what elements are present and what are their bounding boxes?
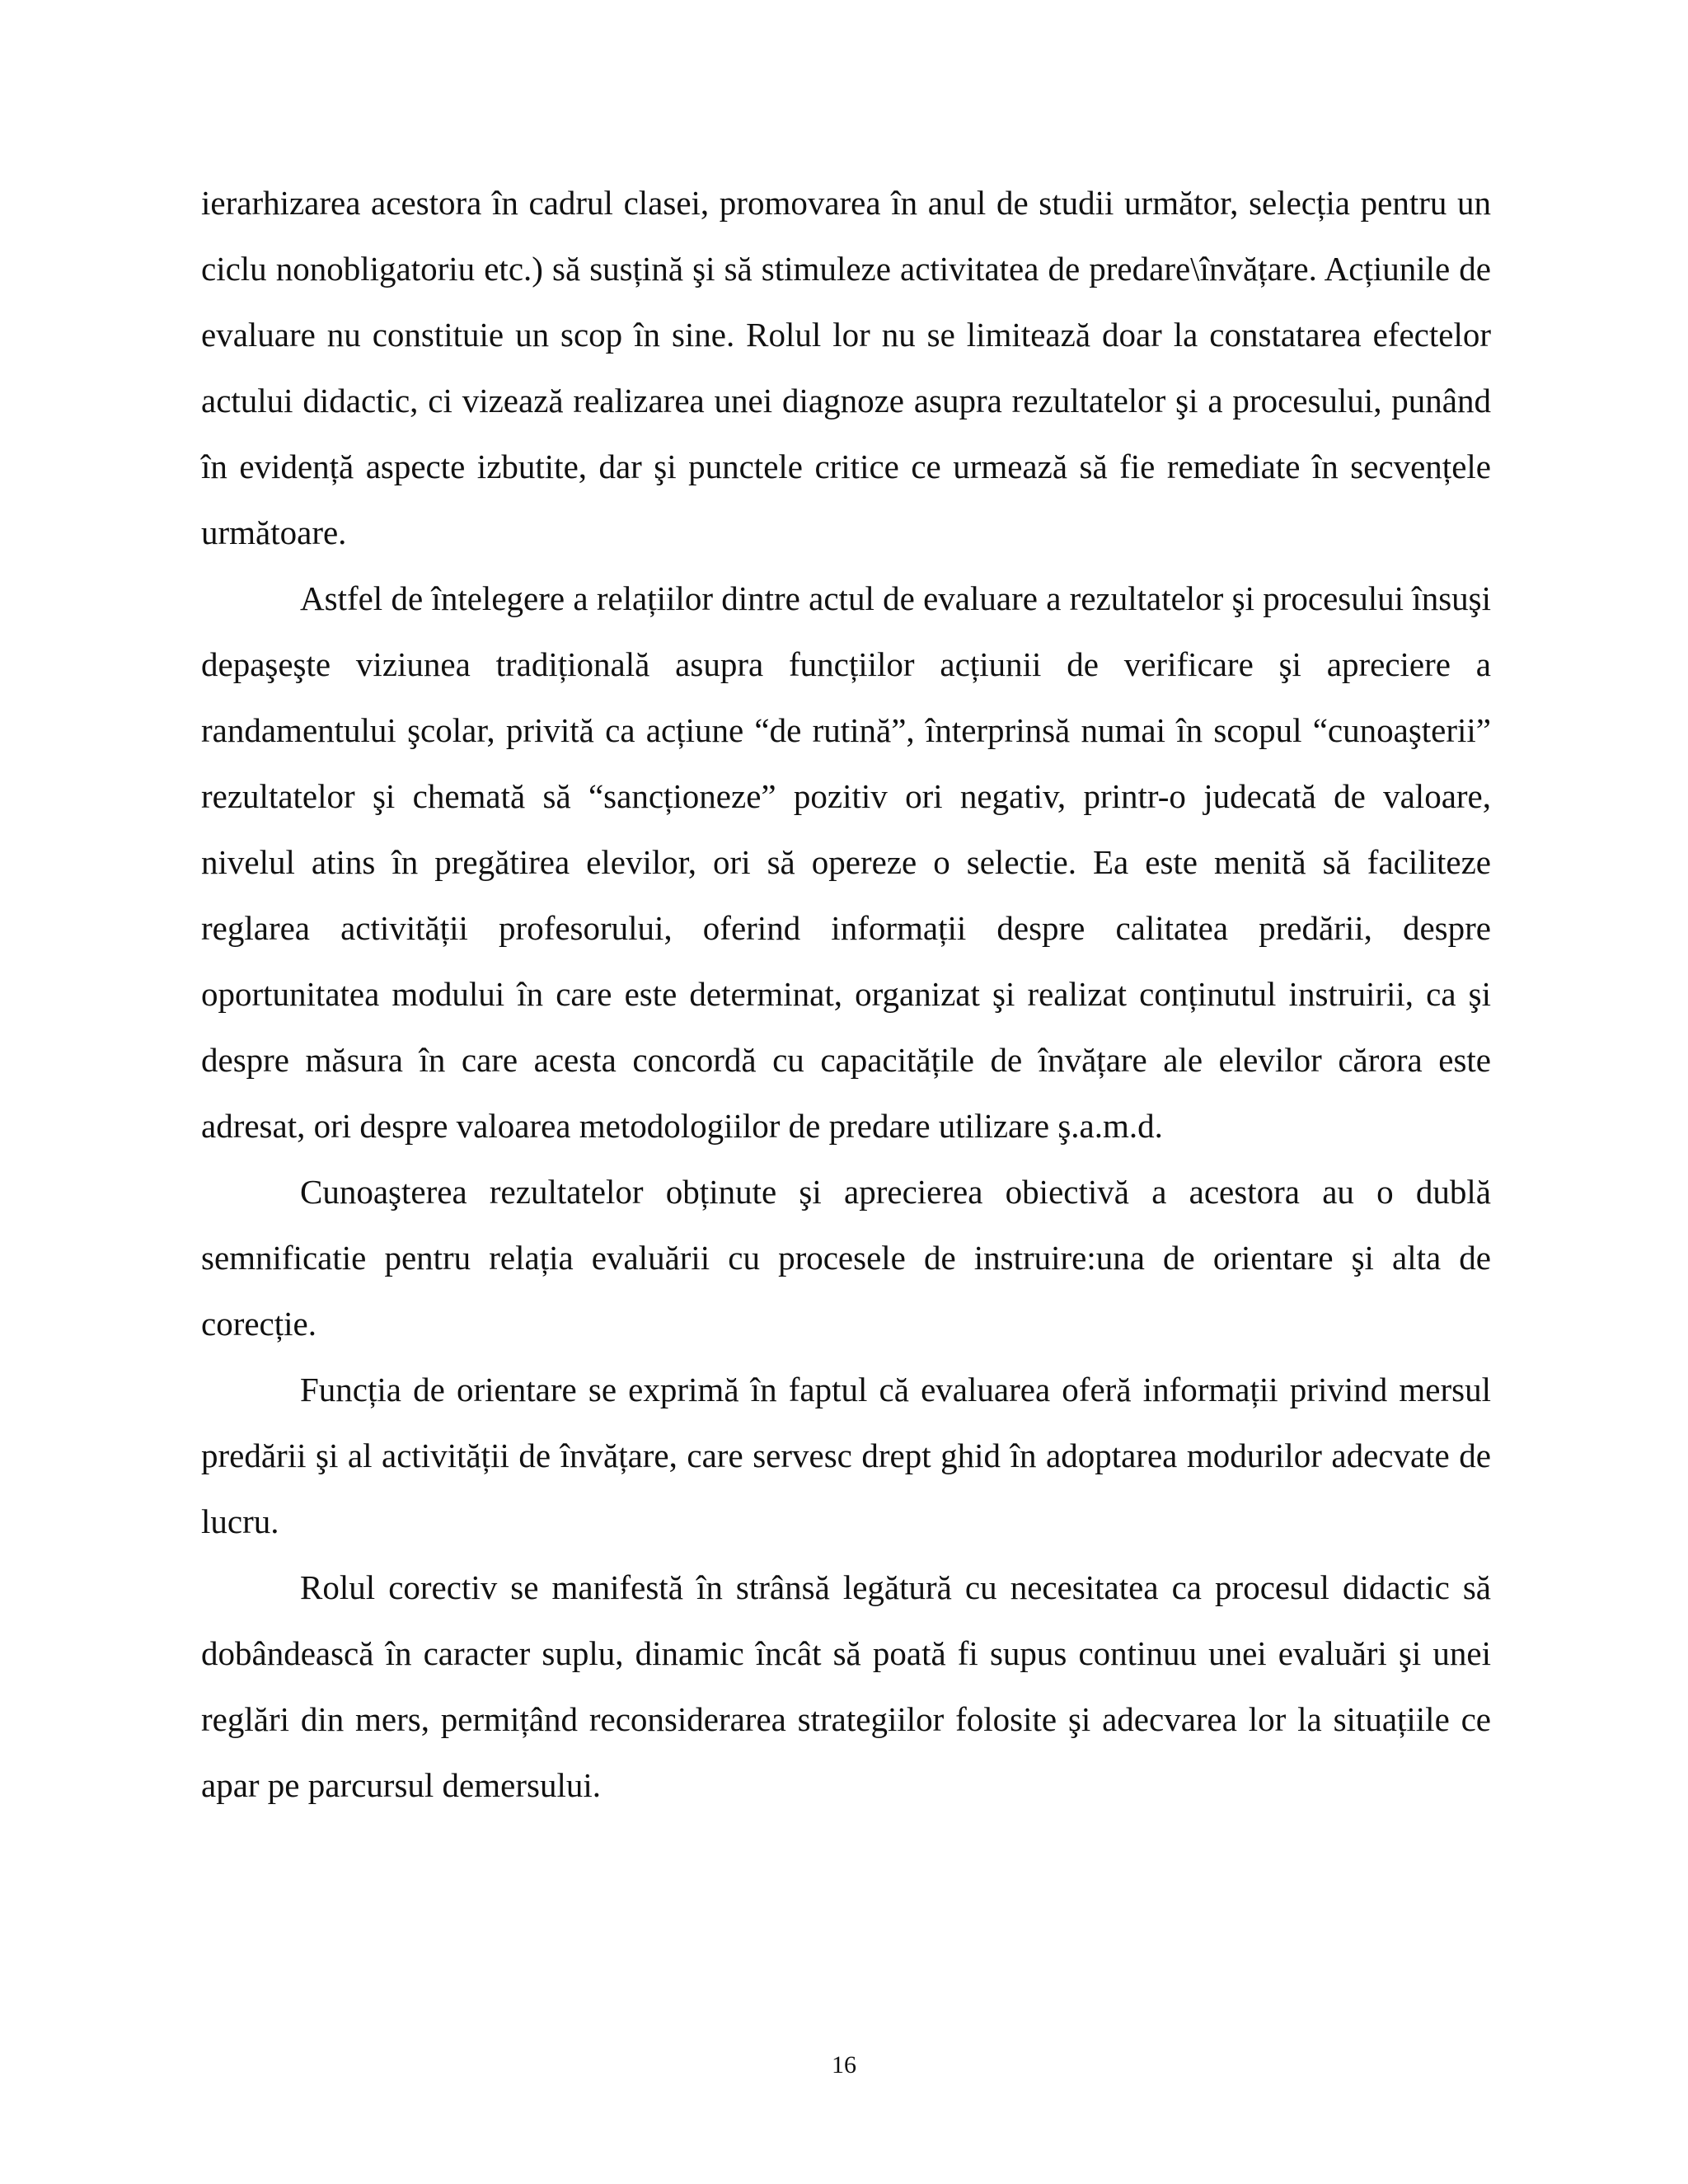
body-text	[201, 170, 1491, 1818]
paragraph-orientation-function: Funcția de orientare se exprimă în faptul că evaluarea oferă informații privind mersul predării şi al activității de învățare, care servesc drept ghid în adoptarea modurilor adecvate de lucru.	[201, 1371, 1491, 1540]
paragraph-results-knowledge: Cunoaşterea rezultatelor obținute şi aprecierea obiectivă a acestora au o dublă semnificatie pentru relația evaluării cu procesele de instruire:una de orientare şi alta de corecție.	[201, 1173, 1491, 1343]
page-number: 16	[832, 2051, 856, 2079]
paragraph-evaluation-relations: Astfel de întelegere a relațiilor dintre actul de evaluare a rezultatelor şi procesului însuşi depaşeşte viziunea tradițională asupra funcțiilor acțiunii de verificare şi apreciere a randamentului şcolar, privită ca acțiune “de rutină”, înterprinsă numai în scopul “cunoaşterii” rezultatelor şi chemată să “sancționeze” pozitiv ori negativ, printr-o judecată de valoare, nivelul atins în pregătirea elevilor, ori să opereze o selectie. Ea este menită să faciliteze reglarea activității profesorului, oferind informații despre calitatea predării, despre oportunitatea modului în care este determinat, organizat şi realizat conținutul instruirii, ca şi despre măsura în care acesta concordă cu capacitățile de învățare ale elevilor cărora este adresat, ori despre valoarea metodologiilor de predare utilizare ş.a.m.d.	[201, 579, 1491, 1145]
paragraph-continuation: ierarhizarea acestora în cadrul clasei, promovarea în anul de studii următor, selecția pentru un ciclu nonobligatoriu etc.) să susțină şi să stimuleze activitatea de predare\învățare. Acțiunile de evaluare nu constituie un scop în sine. Rolul lor nu se limitează doar la constatarea efectelor actului didactic, ci vizează realizarea unei diagnoze asupra rezultatelor şi a procesului, punând în evidență aspecte izbutite, dar şi punctele critice ce urmează să fie remediate în secvențele următoare.	[201, 184, 1491, 551]
paragraph-corrective-role: Rolul corectiv se manifestă în strânsă legătură cu necesitatea ca procesul didactic să dobândească în caracter suplu, dinamic încât să poată fi supus continuu unei evaluări şi unei reglări din mers, permițând reconsiderarea strategiilor folosite şi adecvarea lor la situațiile ce apar pe parcursul demersului.	[201, 1568, 1491, 1804]
